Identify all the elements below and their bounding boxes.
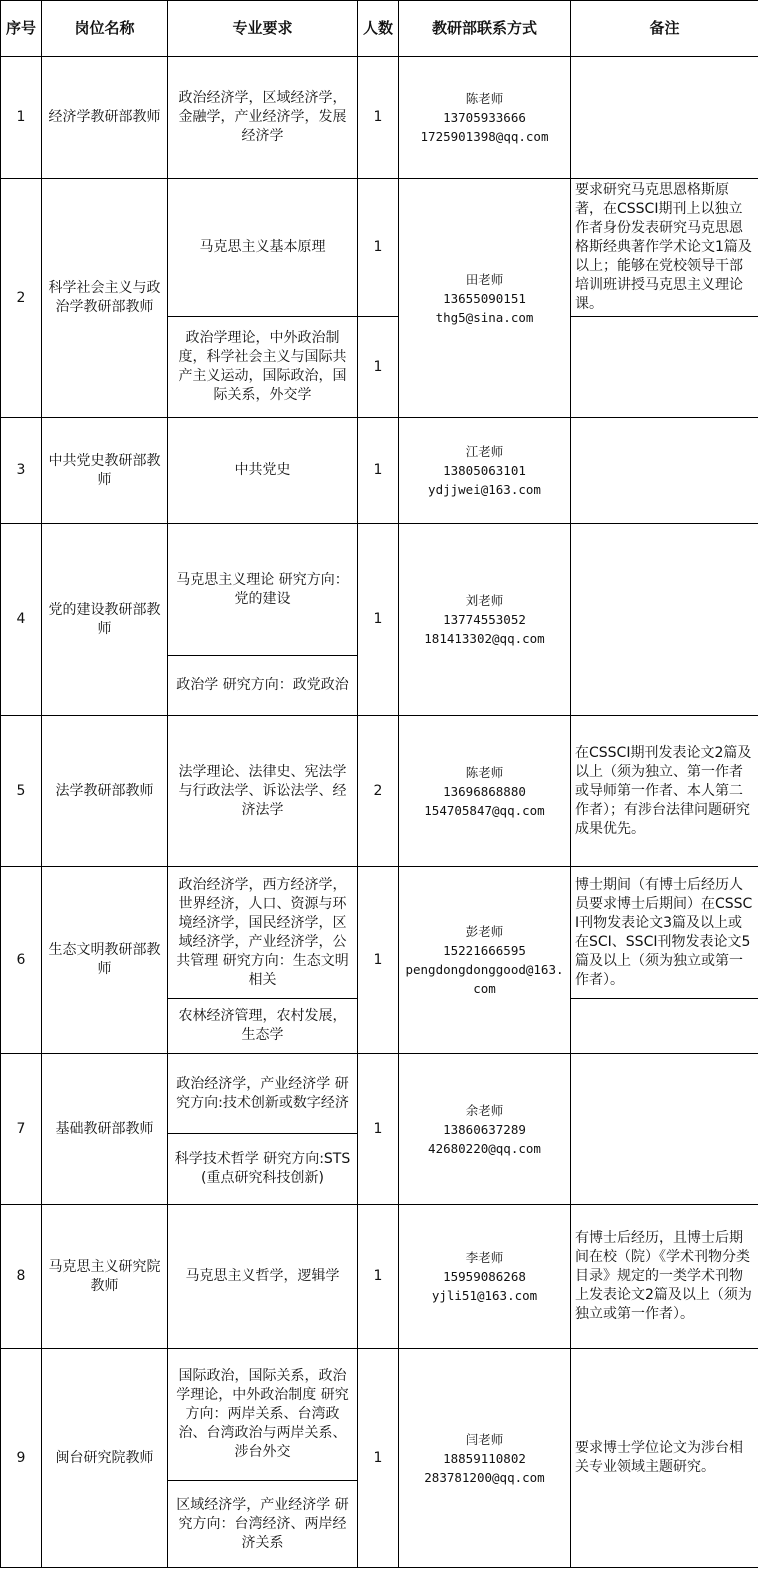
count-cell: 1 [358,317,399,418]
count-cell: 1 [358,867,399,1054]
contact-cell [399,716,571,867]
major-cell: 区域经济学，产业经济学 研究方向：台湾经济、两岸经济关系 [168,1481,358,1568]
remark-cell [571,418,758,524]
remark-cell: 要求博士学位论文为涉台相关专业领域主题研究。 [571,1349,758,1568]
contact-cell [399,1349,571,1568]
count-cell: 1 [358,179,399,317]
count-cell: 1 [358,418,399,524]
header-seq: 序号 [1,1,42,57]
contact-email: pengdongdonggood@163.com [405,962,564,996]
remark-cell: 要求研究马克思恩格斯原著，在CSSCI期刊上以独立作者身份发表研究马克思恩格斯经典著作学术论文1篇及以上；能够在党校领导干部培训班讲授马克思主义理论课。 [571,179,758,317]
major-cell: 农林经济管理，农村发展，生态学 [168,999,358,1054]
count-cell: 2 [358,716,399,867]
table-row [1,418,758,524]
major-cell: 政治学理论，中外政治制度，科学社会主义与国际共产主义运动，国际政治，国际关系，外交学 [168,317,358,418]
major-cell: 马克思主义哲学，逻辑学 [168,1205,358,1349]
major-cell: 马克思主义基本原理 [168,179,358,317]
remark-cell-empty [571,999,758,1054]
table-row [1,1205,758,1349]
contact-name: 陈老师 [465,91,504,106]
seq-cell: 4 [1,524,42,716]
position-cell: 法学教研部教师 [42,716,168,867]
position-cell: 生态文明教研部教师 [42,867,168,1054]
remark-cell [571,57,758,179]
contact-email: 1725901398@qq.com [420,129,549,144]
major-cell: 科学技术哲学 研究方向:STS(重点研究科技创新) [168,1134,358,1205]
position-cell: 闽台研究院教师 [42,1349,168,1568]
table-row [1,524,758,656]
major-cell: 中共党史 [168,418,358,524]
contact-email: 283781200@qq.com [424,1469,545,1485]
contact-name: 李老师 [465,1250,504,1265]
seq-cell: 5 [1,716,42,867]
major-cell: 法学理论、法律史、宪法学与行政法学、诉讼法学、经济法学 [168,716,358,867]
count-cell: 1 [358,1054,399,1205]
table-row [1,57,758,179]
remark-cell: 在CSSCI期刊发表论文2篇及以上（须为独立、第一作者或导师第一作者、本人第二作者）；有涉台法律问题研究成果优先。 [571,716,758,867]
header-row [1,1,758,57]
contact-phone: 18859110802 [443,1450,526,1466]
contact-name: 彭老师 [465,924,504,939]
contact-email: 154705847@qq.com [424,802,545,818]
count-cell: 1 [358,1205,399,1349]
header-position: 岗位名称 [42,1,168,57]
count-cell: 1 [358,1349,399,1568]
count-cell: 1 [358,524,399,716]
table-row [1,179,758,317]
seq-cell: 8 [1,1205,42,1349]
seq-cell: 3 [1,418,42,524]
contact-email: ydjjwei@163.com [428,482,541,497]
major-cell: 国际政治，国际关系，政治学理论，中外政治制度 研究方向：两岸关系、台湾政治、台湾政治与两岸关系、涉台外交 [168,1349,358,1481]
contact-name: 江老师 [465,444,504,459]
contact-name: 田老师 [465,271,504,287]
seq-cell: 1 [1,57,42,179]
contact-phone: 13805063101 [443,463,526,478]
contact-email: thg5@sina.com [435,309,534,325]
position-cell: 党的建设教研部教师 [42,524,168,716]
table-row [1,716,758,867]
contact-phone: 13860637289 [443,1121,526,1137]
remark-cell [571,1054,758,1205]
remark-cell: 博士期间（有博士后经历人员要求博士后期间）在CSSCI刊物发表论文3篇及以上或在SCI、SSCI刊物发表论文5篇及以上（须为独立或第一作者）。 [571,867,758,999]
contact-phone: 13774553052 [443,612,526,627]
table-row [1,867,758,999]
contact-cell [399,1205,571,1349]
major-cell: 政治经济学，西方经济学，世界经济，人口、资源与环境经济学，国民经济学，区域经济学，产业经济学，公共管理 研究方向：生态文明相关 [168,867,358,999]
major-cell: 政治经济学，产业经济学 研究方向:技术创新或数字经济 [168,1054,358,1134]
contact-name: 余老师 [465,1102,504,1118]
seq-cell: 9 [1,1349,42,1568]
major-cell: 马克思主义理论 研究方向：党的建设 [168,524,358,656]
contact-phone: 15959086268 [443,1269,526,1284]
contact-name: 陈老师 [465,764,504,780]
remark-cell-empty [571,317,758,418]
contact-cell [399,1054,571,1205]
contact-cell [399,179,571,418]
contact-cell [399,418,571,524]
position-cell: 马克思主义研究院教师 [42,1205,168,1349]
count-cell: 1 [358,57,399,179]
position-cell: 基础教研部教师 [42,1054,168,1205]
major-cell: 政治学 研究方向：政党政治 [168,656,358,716]
table-row [1,1054,758,1134]
contact-email: 181413302@qq.com [424,631,545,646]
position-cell: 经济学教研部教师 [42,57,168,179]
contact-phone: 13696868880 [443,783,526,799]
remark-cell [571,524,758,716]
contact-phone: 15221666595 [443,943,526,958]
contact-name: 刘老师 [465,593,504,608]
remark-cell: 有博士后经历，且博士后期间在校（院）《学术刊物分类目录》规定的一类学术刊物上发表论文2篇及以上（须为独立或第一作者）。 [571,1205,758,1349]
contact-email: yjli51@163.com [431,1288,538,1303]
header-major: 专业要求 [168,1,358,57]
contact-cell [399,524,571,716]
table-row [1,1349,758,1481]
contact-email: 42680220@qq.com [428,1140,541,1156]
seq-cell: 7 [1,1054,42,1205]
seq-cell: 2 [1,179,42,418]
header-count: 人数 [358,1,399,57]
header-contact: 教研部联系方式 [399,1,571,57]
contact-cell [399,57,571,179]
position-cell: 中共党史教研部教师 [42,418,168,524]
contact-phone: 13705933666 [443,110,526,125]
contact-name: 闫老师 [465,1431,504,1447]
contact-phone: 13655090151 [443,290,526,306]
contact-cell [399,867,571,1054]
major-cell: 政治经济学，区域经济学，金融学，产业经济学，发展经济学 [168,57,358,179]
position-cell: 科学社会主义与政治学教研部教师 [42,179,168,418]
header-remark: 备注 [571,1,758,57]
seq-cell: 6 [1,867,42,1054]
